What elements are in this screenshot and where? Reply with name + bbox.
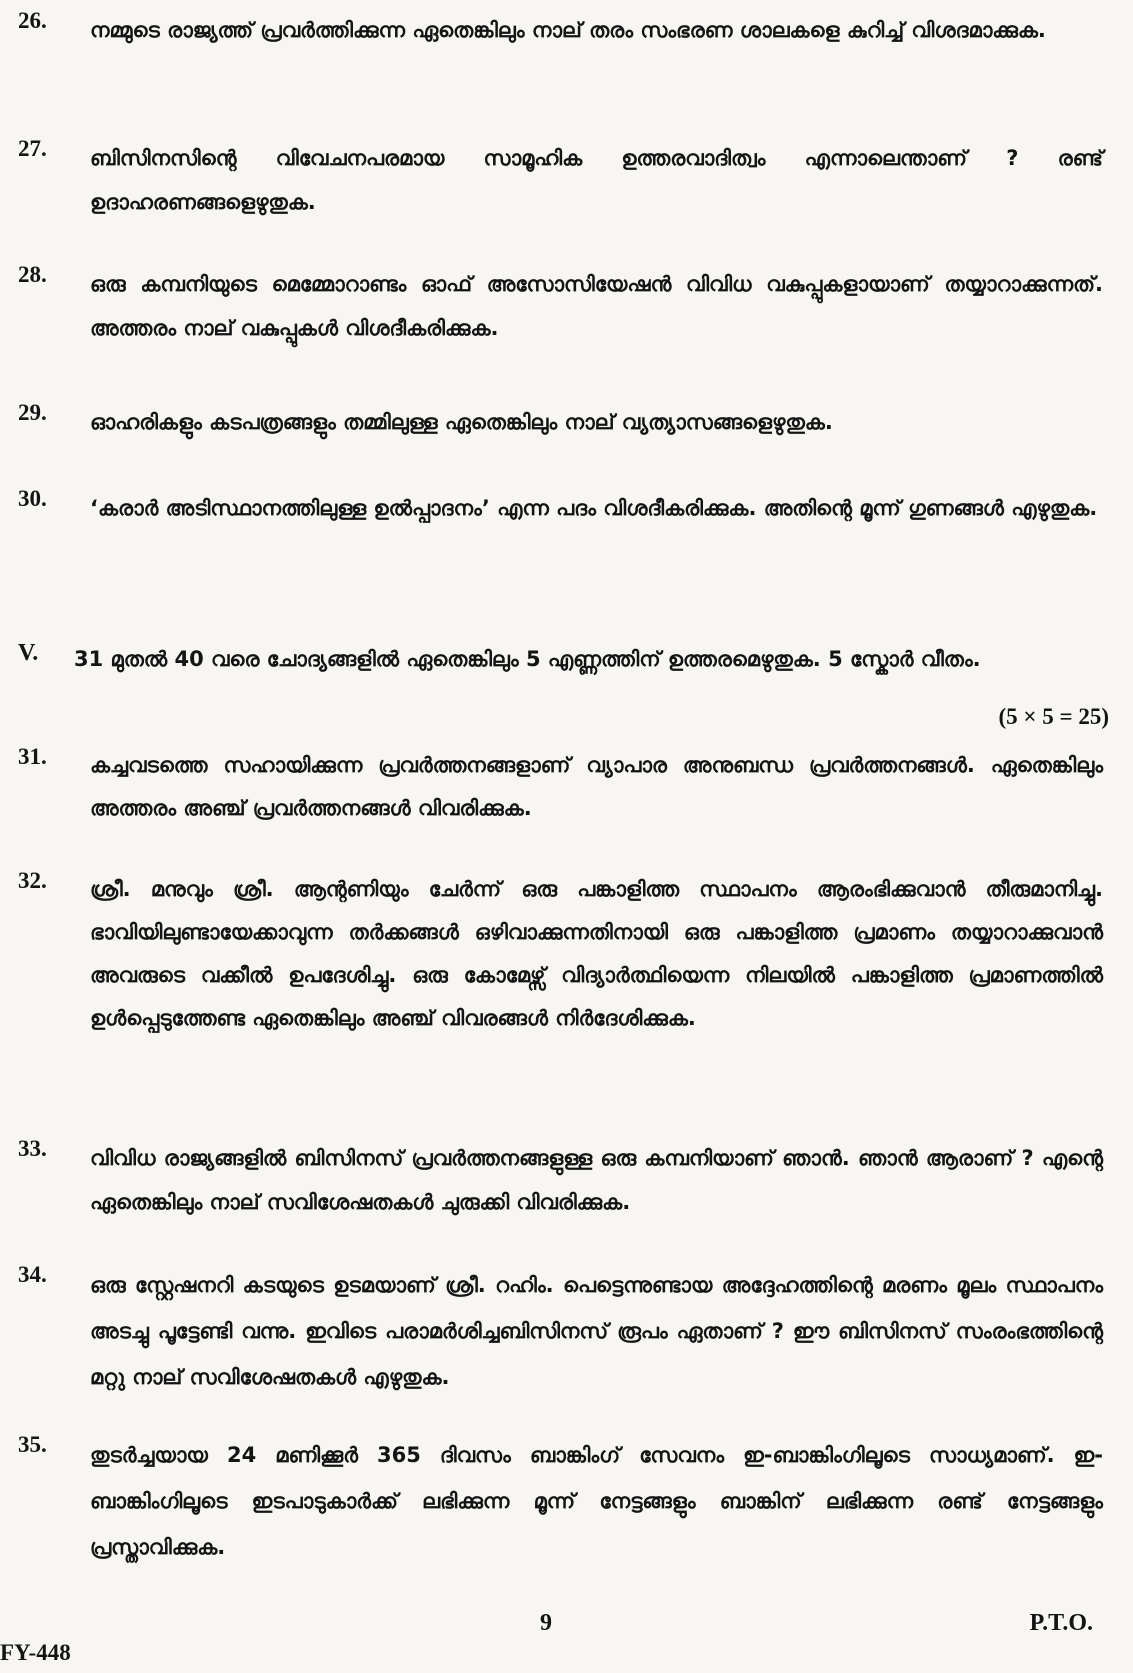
question-number: 30. bbox=[18, 486, 47, 511]
question-27 bbox=[18, 136, 1103, 224]
question-number: 35. bbox=[18, 1432, 47, 1457]
question-text: നമ്മുടെ രാജ്യത്ത് പ്രവർത്തിക്കുന്ന ഏതെങ്കിലും നാല് തരം സംഭരണ ശാലകളെ കുറിച്ച് വിശദമാക്കുക. bbox=[90, 18, 1046, 42]
question-number: 32. bbox=[18, 868, 47, 893]
question-number: 31. bbox=[18, 744, 47, 769]
question-text: തുടർച്ചയായ 24 മണിക്കൂർ 365 ദിവസം ബാങ്കിംഗ് സേവനം ഇ-ബാങ്കിംഗിലൂടെ സാധ്യമാണ്. ഇ-ബാങ്കിംഗിലൂടെ ഇടപാടുകാർക്ക് ലഭിക്കുന്ന മൂന്ന് നേട്ടങ്ങളും ബാങ്കിന് ലഭിക്കുന്ന രണ്ട് നേട്ടങ്ങളും പ്രസ്താവിക്കുക. bbox=[90, 1443, 1103, 1559]
section-instruction: 31 മുതൽ 40 വരെ ചോദ്യങ്ങളിൽ ഏതെങ്കിലും 5 എണ്ണത്തിന് ഉത്തരമെഴുതുക. 5 സ്കോർ വീതം. bbox=[74, 647, 981, 671]
question-30 bbox=[18, 486, 1103, 530]
question-31 bbox=[18, 744, 1103, 830]
question-number: 29. bbox=[18, 400, 47, 425]
question-number: 27. bbox=[18, 136, 47, 161]
question-text: ഓഹരികളും കടപത്രങ്ങളും തമ്മിലുള്ള ഏതെങ്കിലും നാല് വ്യത്യാസങ്ങളെഴുതുക. bbox=[90, 410, 833, 434]
question-text: കച്ചവടത്തെ സഹായിക്കുന്ന പ്രവർത്തനങ്ങളാണ് വ്യാപാര അനുബന്ധ പ്രവർത്തനങ്ങൾ. ഏതെങ്കിലും അത്തരം അഞ്ച് പ്രവർത്തനങ്ങൾ വിവരിക്കുക. bbox=[90, 753, 1103, 820]
question-text: ബിസിനസിന്റെ വിവേചനപരമായ സാമൂഹിക ഉത്തരവാദിത്വം എന്നാലെന്താണ് ? രണ്ട് ഉദാഹരണങ്ങളെഴുതുക. bbox=[90, 146, 1103, 214]
question-number: 26. bbox=[18, 8, 47, 33]
question-33 bbox=[18, 1136, 1103, 1224]
question-26 bbox=[18, 8, 1103, 52]
question-text: ‘കരാർ അടിസ്ഥാനത്തിലുള്ള ഉൽപ്പാദനം’ എന്ന പദം വിശദീകരിക്കുക. അതിന്റെ മൂന്ന് ഗുണങ്ങൾ എഴുതുക. bbox=[90, 496, 1098, 520]
question-number: 28. bbox=[18, 262, 47, 287]
question-35 bbox=[18, 1432, 1103, 1570]
question-29 bbox=[18, 400, 1103, 444]
question-32 bbox=[18, 868, 1103, 1040]
question-number: 34. bbox=[18, 1262, 47, 1287]
question-text: വിവിധ രാജ്യങ്ങളിൽ ബിസിനസ് പ്രവർത്തനങ്ങളുള്ള ഒരു കമ്പനിയാണ് ഞാൻ. ഞാൻ ആരാണ് ? എന്റെ ഏതെങ്കിലും നാല് സവിശേഷതകൾ ചുരുക്കി വിവരിക്കുക. bbox=[90, 1146, 1103, 1214]
question-text: ശ്രീ. മനുവും ശ്രീ. ആന്റണിയും ചേർന്ന് ഒരു പങ്കാളിത്ത സ്ഥാപനം ആരംഭിക്കുവാൻ തീരുമാനിച്ചു. ഭാവിയിലുണ്ടായേക്കാവുന്ന തർക്കങ്ങൾ ഒഴിവാക്കുന്നതിനായി ഒരു പങ്കാളിത്ത പ്രമാണം തയ്യാറാക്കുവാൻ അവരുടെ വക്കീൽ ഉപദേശിച്ചു. ഒരു കോമേഴ്സ് വിദ്യാർത്ഥിയെന്ന നിലയിൽ പങ്കാളിത്ത പ്രമാണത്തിൽ ഉൾപ്പെടുത്തേണ്ട ഏതെങ്കിലും അഞ്ച് വിവരങ്ങൾ നിർദേശിക്കുക. bbox=[90, 877, 1103, 1030]
question-text: ഒരു സ്റ്റേഷനറി കടയുടെ ഉടമയാണ് ശ്രീ. റഹിം. പെട്ടെന്നുണ്ടായ അദ്ദേഹത്തിന്റെ മരണം മൂലം സ്ഥാപനം അടച്ചു പൂട്ടേണ്ടി വന്നു. ഇവിടെ പരാമർശിച്ചബിസിനസ് രൂപം ഏതാണ് ? ഈ ബിസിനസ് സംരംഭത്തിന്റെ മറ്റു നാല് സവിശേഷതകൾ എഴുതുക. bbox=[90, 1273, 1103, 1389]
question-34 bbox=[18, 1262, 1103, 1400]
page-number: 9 bbox=[540, 1610, 552, 1636]
paper-code: FY-448 bbox=[0, 1640, 71, 1665]
question-text: ഒരു കമ്പനിയുടെ മെമ്മോറാണ്ടം ഓഫ് അസോസിയേഷൻ വിവിധ വകുപ്പുകളായാണ് തയ്യാറാക്കുന്നത്. അത്തരം നാല് വകുപ്പുകൾ വിശദീകരിക്കുക. bbox=[90, 272, 1103, 340]
question-28 bbox=[18, 262, 1103, 350]
question-number: 33. bbox=[18, 1136, 47, 1161]
pto-label: P.T.O. bbox=[1029, 1610, 1093, 1636]
section-number: V. bbox=[18, 640, 39, 666]
section-marks: (5 × 5 = 25) bbox=[998, 704, 1109, 729]
